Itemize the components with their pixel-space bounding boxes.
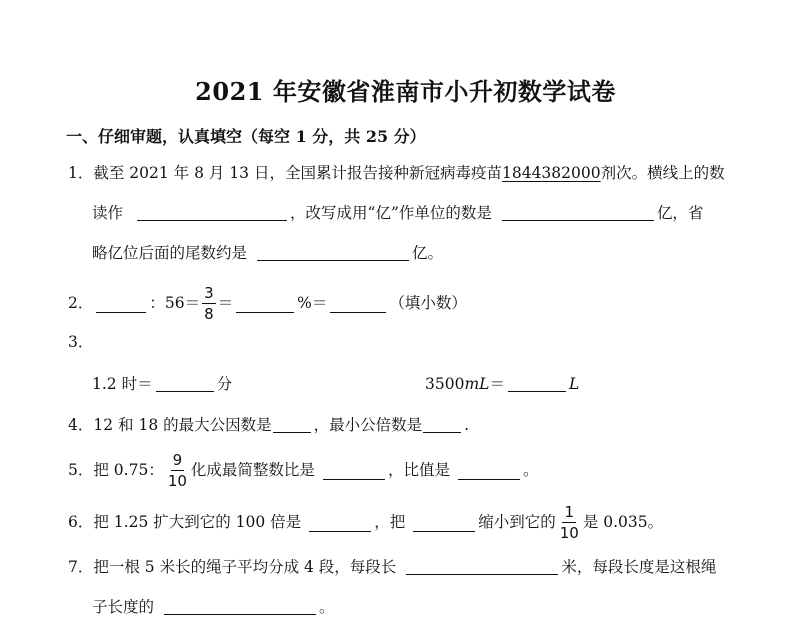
fraction-numerator: 1 [564,502,575,521]
fraction [202,284,216,323]
question-text: ，最小公倍数是 [313,416,423,434]
answer-blank[interactable] [323,461,385,480]
question-number: 5． [68,461,94,479]
question-3-right [425,373,579,395]
question-text: 把 1.25 扩大到它的 100 倍是 [93,513,302,531]
question-text: 缩小到它的 [478,513,556,531]
answer-blank[interactable] [423,414,461,433]
unit-l: L [568,375,580,393]
question-6 [68,501,663,543]
fraction [558,503,581,542]
question-text: 1.2 时＝ [92,375,153,393]
question-text: 子长度的 [92,598,155,616]
question-number: 4． [68,416,94,434]
question-3-left [92,373,232,395]
fraction-denominator: 8 [204,304,214,323]
question-text: 把 0.75： [93,461,164,479]
answer-blank[interactable] [413,513,475,532]
question-text: 把一根 5 米长的绳子平均分成 4 段，每段长 [93,558,397,576]
question-text: 。 [522,461,539,479]
question-text: ，把 [374,513,406,531]
question-text: ＝ [217,294,234,312]
question-number: 1． [68,164,94,182]
question-7-line-1 [68,556,716,578]
question-text: 截至 2021 年 8 月 13 日，全国累计报告接种新冠病毒疫苗 [93,164,502,182]
question-text: 3500 [425,375,465,393]
answer-blank[interactable] [236,294,294,313]
question-4 [68,414,469,436]
answer-blank[interactable] [273,414,311,433]
section-heading: 一、仔细审题，认真填空（每空 1 分，共 25 分） [66,127,426,146]
answer-blank[interactable] [406,556,558,575]
question-text: 是 0.035。 [582,513,664,531]
fraction [166,451,189,490]
question-2 [68,282,467,324]
answer-blank[interactable] [309,513,371,532]
answer-blank[interactable] [508,373,566,392]
question-1-line-1 [68,162,725,184]
question-1-line-3 [92,242,443,264]
question-text: 12 和 18 的最大公因数是 [93,416,272,434]
fraction-numerator: 9 [172,450,183,469]
question-3-number: 3． [68,333,94,351]
answer-blank[interactable] [330,294,386,313]
question-number: 6． [68,513,94,531]
question-text: ，比值是 [387,461,450,479]
question-text: . [464,416,470,434]
question-text: 亿，省 [656,204,704,222]
question-7-line-2 [92,596,335,618]
answer-blank[interactable] [96,294,146,313]
question-text: ＝ [489,375,505,393]
question-5 [68,449,538,491]
fraction-numerator: 3 [204,283,214,302]
exam-title: 2021 年安徽省淮南市小升初数学试卷 [195,77,616,106]
question-text: 米，每段长度是这根绳 [561,558,717,576]
question-text: 亿。 [412,244,444,262]
question-text: 化成最简整数比是 [190,461,315,479]
question-text: （填小数） [389,294,467,312]
fraction-denominator: 10 [167,471,187,490]
question-text: %＝ [297,294,328,312]
question-text: 分 [216,375,233,393]
question-1-line-2 [92,202,703,224]
question-number: 7． [68,558,94,576]
answer-blank[interactable] [458,461,520,480]
question-text: ：56＝ [149,294,201,312]
answer-blank[interactable] [502,202,654,221]
question-text: 。 [319,598,335,616]
question-text: 读作 [92,204,124,222]
question-text: ，改写成用“亿”作单位的数是 [290,204,492,222]
answer-blank[interactable] [257,242,409,261]
question-text: 略亿位后面的尾数约是 [92,244,248,262]
answer-blank[interactable] [164,596,316,615]
question-number: 2． [68,294,94,312]
fraction-denominator: 10 [559,523,579,542]
vaccine-count: 1844382000 [501,164,601,182]
answer-blank[interactable] [156,373,214,392]
unit-ml: mL [464,375,490,393]
question-text: 剂次。横线上的数 [600,164,725,182]
answer-blank[interactable] [137,202,287,221]
